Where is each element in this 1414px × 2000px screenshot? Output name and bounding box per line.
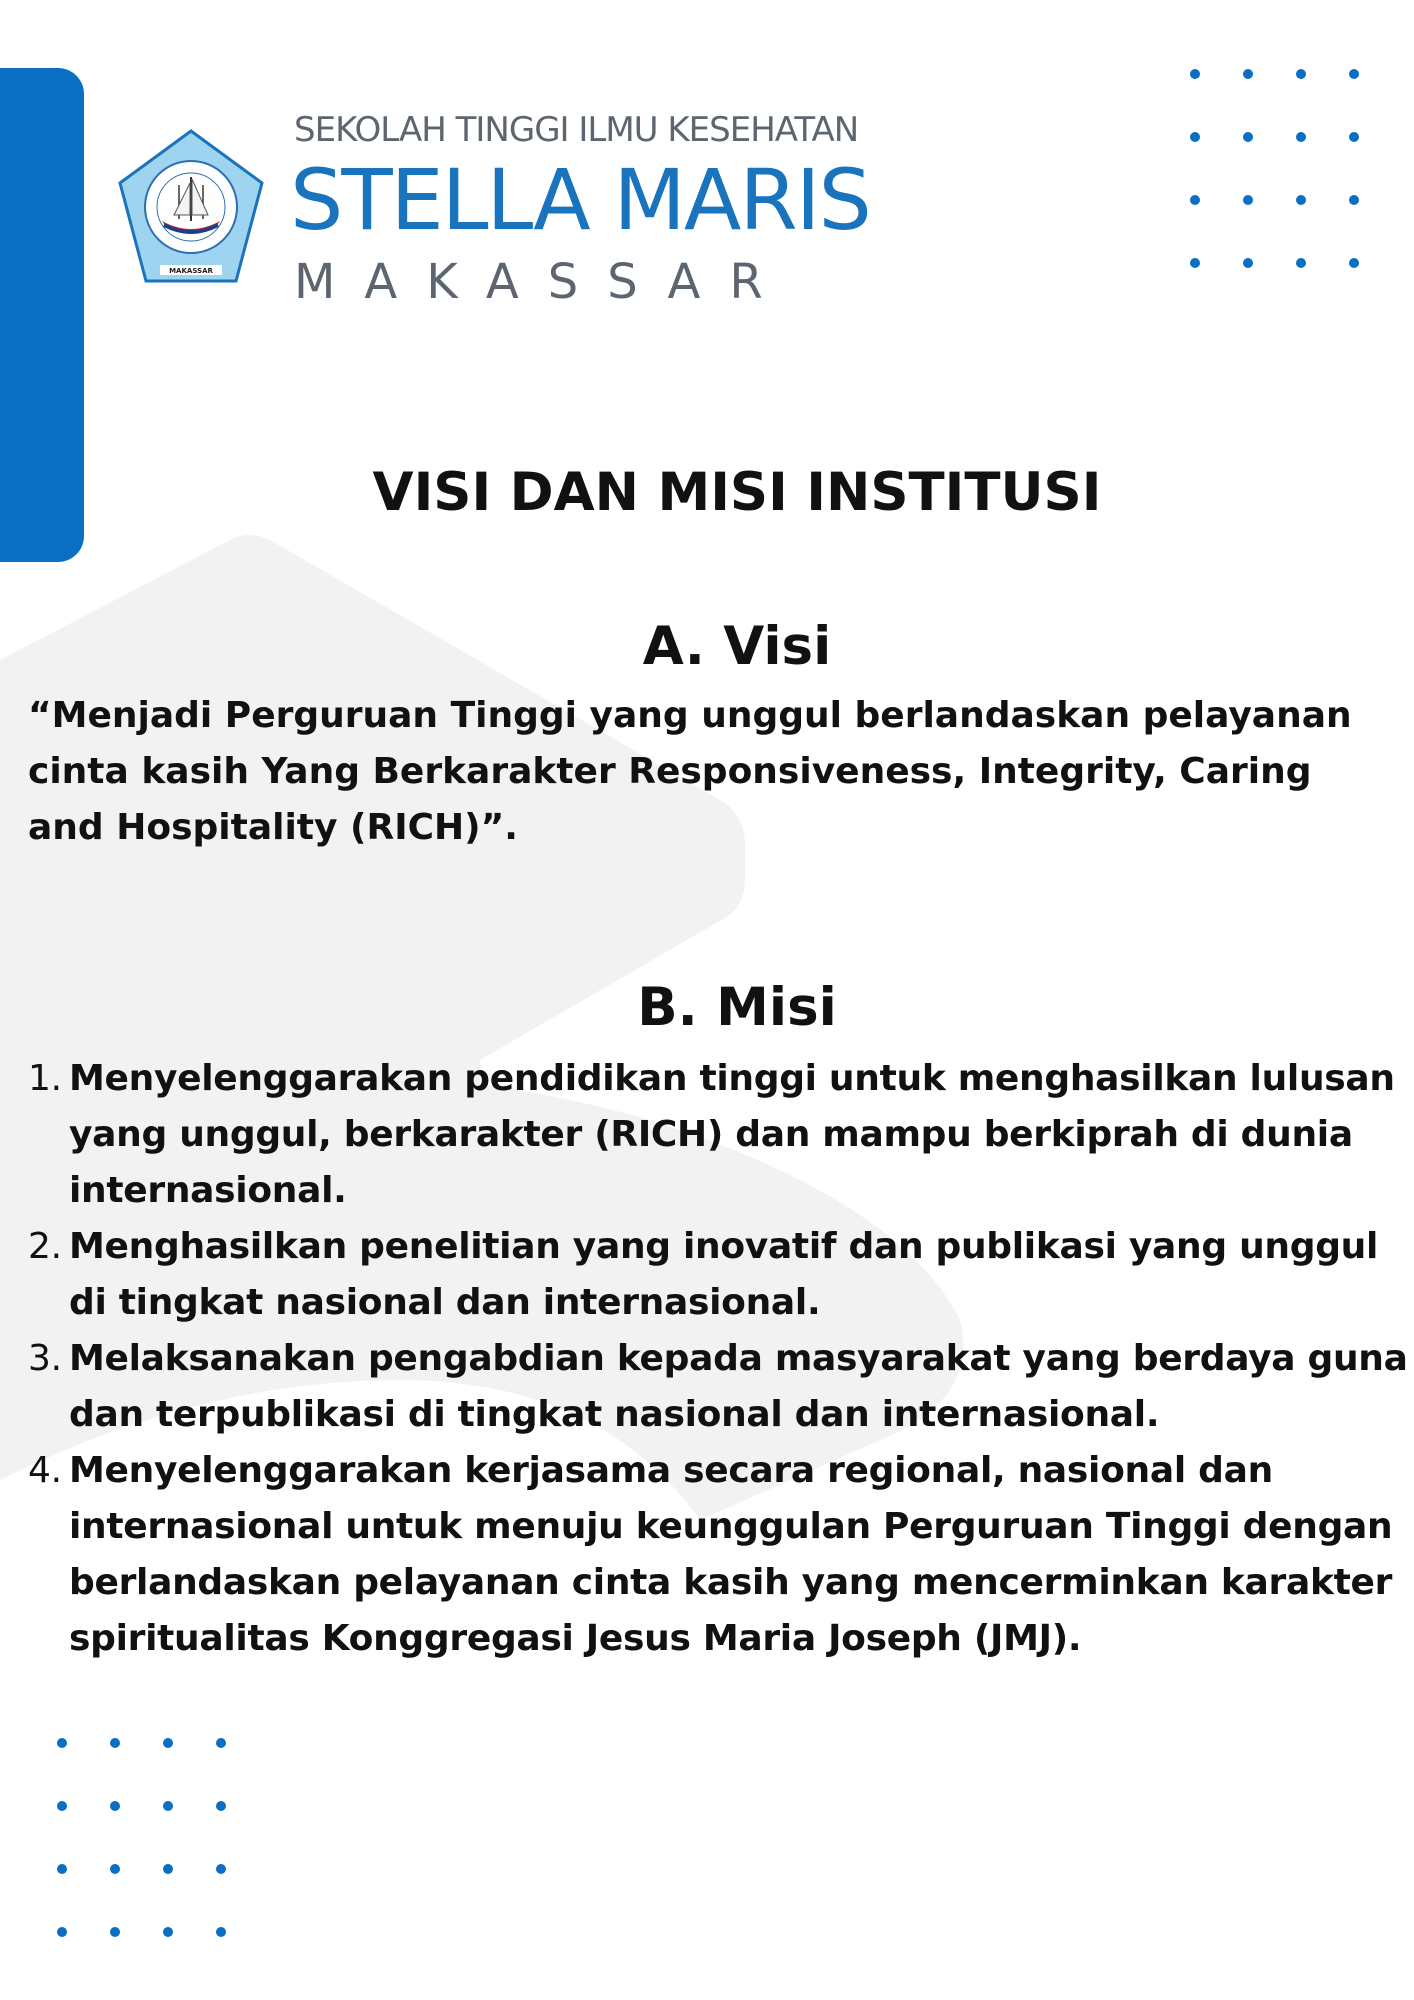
emblem-caption: MAKASSAR bbox=[169, 267, 213, 275]
dot-grid-bottom-left bbox=[57, 1738, 226, 1937]
misi-item-3 bbox=[28, 1331, 1408, 1443]
misi-item-4 bbox=[28, 1443, 1408, 1667]
misi-item-text: Menyelenggarakan kerjasama secara regional, nasional dan internasional untuk menuju keunggulan Perguruan Tinggi dengan berlandaskan pelayanan cinta kasih yang mencerminkan karakter spiritualitas Konggregasi Jesus Maria Joseph (JMJ). bbox=[69, 1450, 1393, 1659]
misi-heading: B. Misi bbox=[637, 977, 837, 1038]
misi-item-1 bbox=[28, 1051, 1408, 1219]
misi-item-text: Melaksanakan pengabdian kepada masyarakat yang berdaya guna dan terpublikasi di tingkat nasional dan internasional. bbox=[69, 1338, 1408, 1435]
logo-school-type: SEKOLAH TINGGI ILMU KESEHATAN bbox=[294, 110, 859, 150]
misi-item-number: 1. bbox=[28, 1058, 62, 1099]
misi-item-text: Menyelenggarakan pendidikan tinggi untuk menghasilkan lulusan yang unggul, berkarakter (RICH) dan mampu berkiprah di dunia internasional. bbox=[69, 1058, 1395, 1211]
misi-item-2 bbox=[28, 1219, 1408, 1331]
dot-grid-top-right bbox=[1190, 69, 1359, 268]
misi-list bbox=[28, 1051, 1408, 1667]
visi-heading: A. Visi bbox=[642, 616, 832, 677]
visi-statement: “Menjadi Perguruan Tinggi yang unggul berlandaskan pelayanan cinta kasih Yang Berkarakter Responsiveness, Integrity, Caring and Hospitality (RICH)”. bbox=[28, 695, 1352, 848]
logo-school-name: STELLA MARIS bbox=[290, 151, 870, 249]
school-emblem-ship-icon bbox=[112, 125, 270, 295]
institution-logo bbox=[112, 110, 870, 330]
misi-item-text: Menghasilkan penelitian yang inovatif dan publikasi yang unggul di tingkat nasional dan internasional. bbox=[69, 1226, 1379, 1323]
misi-item-number: 3. bbox=[28, 1338, 62, 1379]
misi-item-number: 2. bbox=[28, 1226, 62, 1267]
misi-item-number: 4. bbox=[28, 1450, 62, 1491]
page-title: VISI DAN MISI INSTITUSI bbox=[372, 462, 1102, 523]
logo-city: MAKASSAR bbox=[294, 254, 792, 310]
